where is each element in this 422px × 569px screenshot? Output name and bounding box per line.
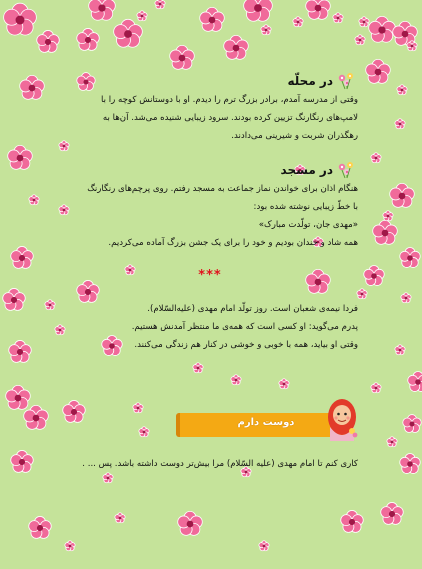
section-paragraph-mosque [87,180,358,252]
paragraph-line: رهگذران شربت و شیرینی می‌دادند. [231,131,358,141]
paragraph-line: فردا نیمه‌ی شعبان است. روز تولّد امام مهدی (علیه‌السّلام). [147,304,358,314]
section-paragraph-neighborhood [101,91,358,145]
section-heading-neighborhood [288,72,359,90]
paragraph-line: با خطّ زیبایی نوشته شده بود: [253,202,358,212]
closing-paragraph [132,300,358,354]
section-heading-text: در مسجد [280,163,333,177]
flower-bouquet-icon [336,72,358,90]
girl-avatar-icon [326,397,358,441]
paragraph-line: کاری کنم تا امام مهدی (علیه السّلام) مرا بیش‌تر دوست داشته باشد. پس ... . [82,459,358,469]
paragraph-line: وقتی از مدرسه آمدم، برادر بزرگ ترم را دیدم. او با دوستانش کوچه را با [101,95,358,105]
paragraph-line: لامپ‌های رنگارنگ تزیین کرده بودند. سرود زیبایی شنیده می‌شد. آن‌ها به [102,113,358,123]
banner-label: دوست دارم [237,417,295,428]
final-line [82,455,358,473]
section-heading-text: در محلّه [287,74,333,88]
paragraph-line: هنگام اذان برای خواندن نماز جماعت به مسجد رفتم. روی پرچم‌های رنگارنگ [87,184,358,194]
section-heading-mosque [281,161,358,179]
paragraph-line: وقتی او بیاید، همه با خوبی و خوشی در کنار هم زندگی می‌کنند. [134,340,358,350]
paragraph-line: همه شاد و خندان بودیم و خود را برای یک جشن بزرگ آماده می‌کردیم. [108,238,358,248]
flower-bouquet-icon [336,161,358,179]
paragraph-line: پدرم می‌گوید: او کسی است که همه‌ی ما منتظر آمدنش هستیم. [131,322,358,332]
paragraph-line: «مهدی جان، تولّدت مبارک» [258,220,358,230]
separator-stars: *** [198,268,222,283]
